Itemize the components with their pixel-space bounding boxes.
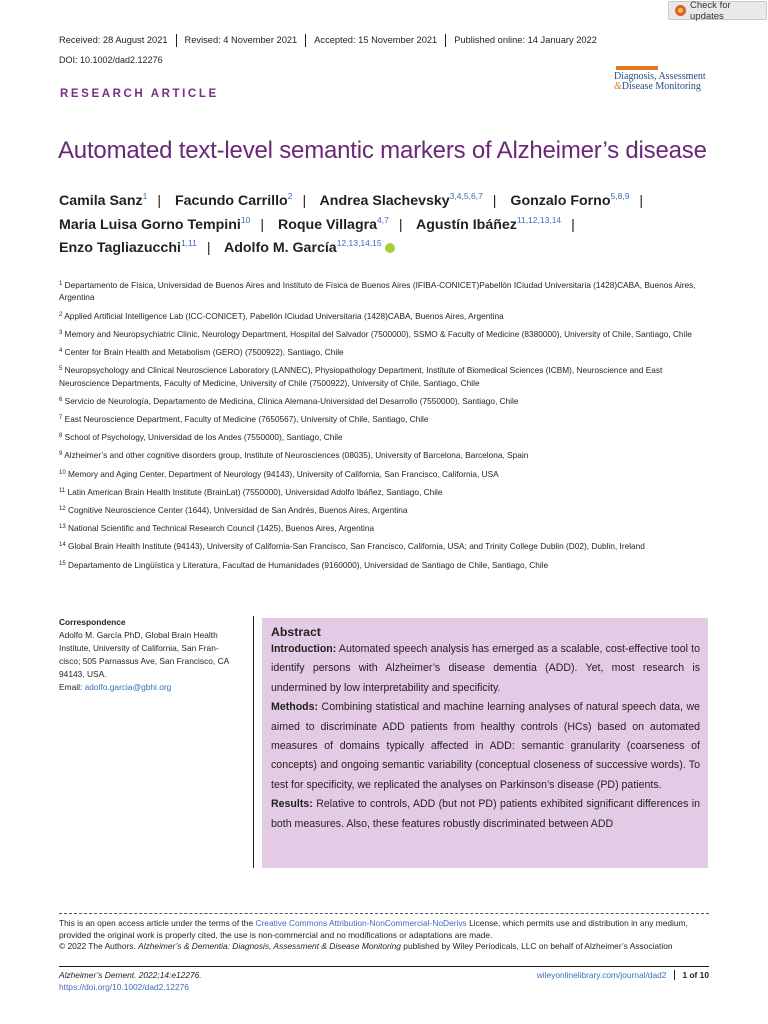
article-type: RESEARCH ARTICLE xyxy=(60,88,219,100)
footer-citation: Alzheimer’s Dement. 2022;14:e12276. xyxy=(59,970,202,980)
footer-doi-link[interactable]: https://doi.org/10.1002/dad2.12276 xyxy=(59,981,189,992)
license-notice: This is an open access article under the terms of the Creative Commons Attribution-NonCommercial-NoDerivs License, which permits use and distribution in any medium, provided the original work is properly cited, the use is non-commercial and no modifications or adaptations are made. © 2022 The Authors. Alzheimer’s & Dementia: Diagnosis, Assessment & Disease Monitoring published by Wiley Periodicals, LLC on behalf of Alzheimer’s Association xyxy=(59,918,688,952)
column-divider xyxy=(253,616,254,868)
affiliation: $^6$ Servicio de Neurología, Departamento de Medicina, Clínica Alemana-Universidad del Desarrollo (7550000), Santiago, Chile xyxy=(59,395,519,406)
journal-logo-amp: & xyxy=(614,81,622,92)
journal-site-link[interactable]: wileyonlinelibrary.com/journal/dad2 xyxy=(537,970,676,980)
author[interactable]: Camila Sanz$^1$ xyxy=(59,191,148,209)
affiliation: $^3$ Memory and Neuropsychiatric Clinic, Neurology Department, Hospital del Salvador (7500000), SSMO & Faculty of Medicine (8380000), University of Chile, Santiago, Chile xyxy=(59,328,692,339)
affiliation: $^7$ East Neuroscience Department, Faculty of Medicine (7650567), University of Chile, Santiago, Chile xyxy=(59,414,429,425)
accepted-date: Accepted: 15 November 2021 xyxy=(305,34,445,47)
journal-logo-line1: Diagnosis, Assessment xyxy=(614,71,706,82)
journal-logo-line2: Disease Monitoring xyxy=(621,81,701,92)
orcid-icon[interactable] xyxy=(385,243,395,253)
affiliation: $^9$ Alzheimer’s and other cognitive disorders group, Institute of Neurosciences (08035), University of Barcelona, Barcelona, Spain xyxy=(59,450,529,461)
author-list: Camila Sanz$^1$ | Facundo Carrillo$^2$ | Andrea Slachevsky$^{3,4,5,6,7}$ | Gonzalo Forno$^{5,8,9}$ | Maria Luisa Gorno Tempini$^{10}$ | Roque Villagra$^{4,7}$ | Agustín Ibáñez$^{11,12,13,14}$ | Enzo Tagliazucchi$^{1,11}$ | Adolfo M. García$^{12,13,14,15}$ xyxy=(59,191,644,256)
affiliation: $^8$ School of Psychology, Universidad de los Andes (7550000), Santiago, Chile xyxy=(59,432,343,443)
author[interactable]: Facundo Carrillo$^2$ xyxy=(174,191,293,209)
affiliation: $^4$ Center for Brain Health and Metabolism (GERO) (7500922), Santiago, Chile xyxy=(59,347,344,358)
affiliation: $^{10}$ Memory and Aging Center, Department of Neurology (94143), University of California, San Francisco, California, USA xyxy=(59,468,499,479)
author[interactable]: Adolfo M. García$^{12,13,14,15}$ xyxy=(223,238,382,256)
license-divider xyxy=(59,913,709,914)
abstract-heading: Abstract xyxy=(271,625,321,639)
affiliation: $^1$ Departamento de Física, Universidad de Buenos Aires and Instituto de Física de Buenos Aires (IFIBA-CONICET)Pabellón ICiudad Universitaria (1428)CABA, Buenos Aires, Argentina xyxy=(59,280,696,303)
journal-logo-bar xyxy=(616,66,658,70)
affiliation: $^{11}$ Latin American Brain Health Institute (BrainLat) (7550000), Universidad Adolfo Ibáñez, Santiago, Chile xyxy=(59,486,443,497)
check-for-updates-label: Check for updates xyxy=(690,0,731,22)
affiliation: $^5$ Neuropsychology and Clinical Neuroscience Laboratory (LANNEC), Physiopathology Department, Institute of Biomedical Sciences (ICBM), Neuroscience and East Neuroscience Departments, Faculty of Medicine, University of Chile (7500922), University of Chile, Santiago, Chile xyxy=(59,365,663,388)
affiliation: $^{15}$ Departamento de Lingüística y Literatura, Facultad de Humanidades (9160000), Universidad de Santiago de Chile, Santiago, Chile xyxy=(59,559,549,570)
author[interactable]: Andrea Slachevsky$^{3,4,5,6,7}$ xyxy=(319,191,483,209)
correspondence-line: 94143, USA. xyxy=(59,669,107,679)
footer-rule xyxy=(59,966,709,967)
article-title: Automated text-level semantic markers of Alzheimer’s disease xyxy=(58,137,707,164)
affiliation: $^{14}$ Global Brain Health Institute (94143), University of California-San Francisco, San Francisco, California, USA; and Trinity College Dublin (D02), Dublin, Ireland xyxy=(59,541,645,552)
abstract-results: Results: Relative to controls, ADD (but not PD) patients exhibited significant differences in both measures. Also, these features robustly discriminated between ADD xyxy=(271,798,700,830)
page-number: 1 of 10 xyxy=(682,970,709,980)
affiliation: $^{12}$ Cognitive Neuroscience Center (1644), Universidad de San Andrés, Buenos Aires, Argentina xyxy=(59,505,408,516)
revised-date: Revised: 4 November 2021 xyxy=(176,34,306,47)
abstract-methods: Methods: Combining statistical and machine learning analyses of natural speech data, we aimed to discriminate ADD patients from healthy controls (HCs) based on automated measures of domains typically affected in ADD: semantic granularity (coarseness of concepts) and ongoing semantic variability (conceptual closeness of successive words). To test for specificity, we replicated the analyses on Parkinson’s disease (PD) patients. xyxy=(271,701,700,791)
correspondence-line: cisco; 505 Parnassus Ave, San Francisco, CA xyxy=(59,656,230,666)
abstract-box xyxy=(262,618,708,868)
affiliations xyxy=(59,279,711,577)
correspondence xyxy=(59,616,239,694)
check-for-updates-button[interactable] xyxy=(668,1,767,20)
affiliation: $^{13}$ National Scientific and Technical Research Council (1425), Buenos Aires, Argentina xyxy=(59,523,375,534)
published-date: Published online: 14 January 2022 xyxy=(445,34,605,47)
author[interactable]: Enzo Tagliazucchi$^{1,11}$ xyxy=(59,238,197,256)
author[interactable]: Gonzalo Forno$^{5,8,9}$ xyxy=(510,191,630,209)
journal-name: Alzheimer’s & Dementia: Diagnosis, Assessment & Disease Monitoring xyxy=(138,941,401,952)
correspondence-line: Institute, University of California, San Fran- xyxy=(59,643,219,653)
crossmark-icon xyxy=(675,5,686,16)
author[interactable]: Roque Villagra$^{4,7}$ xyxy=(277,214,389,233)
correspondence-heading: Correspondence xyxy=(59,617,126,627)
received-date: Received: 28 August 2021 xyxy=(59,35,168,45)
footer-citation-block xyxy=(59,970,202,993)
article-history xyxy=(59,34,605,47)
email-label: Email: xyxy=(59,682,85,692)
author[interactable]: Agustín Ibáñez$^{11,12,13,14}$ xyxy=(415,214,562,233)
email-link[interactable]: adolfo.garcia@gbhi.org xyxy=(84,682,172,692)
correspondence-line: Adolfo M. García PhD, Global Brain Health xyxy=(59,630,218,640)
affiliation: $^2$ Applied Artificial Intelligence Lab (ICC-CONICET), Pabellón ICiudad Universitaria (1428)CABA, Buenos Aires, Argentina xyxy=(59,310,504,321)
journal-logo[interactable] xyxy=(614,66,714,92)
author[interactable]: Maria Luisa Gorno Tempini$^{10}$ xyxy=(59,214,251,233)
abstract-introduction: Introduction: Automated speech analysis has emerged as a scalable, cost-effective tool to identify persons with Alzheimer’s disease dementia (ADD). Yet, most research is undermined by low interpretability and specificity. xyxy=(271,643,700,694)
footer-right xyxy=(537,970,709,980)
doi: DOI: 10.1002/dad2.12276 xyxy=(59,55,163,65)
license-link[interactable]: Creative Commons Attribution-NonCommercial-NoDerivs xyxy=(255,918,467,928)
